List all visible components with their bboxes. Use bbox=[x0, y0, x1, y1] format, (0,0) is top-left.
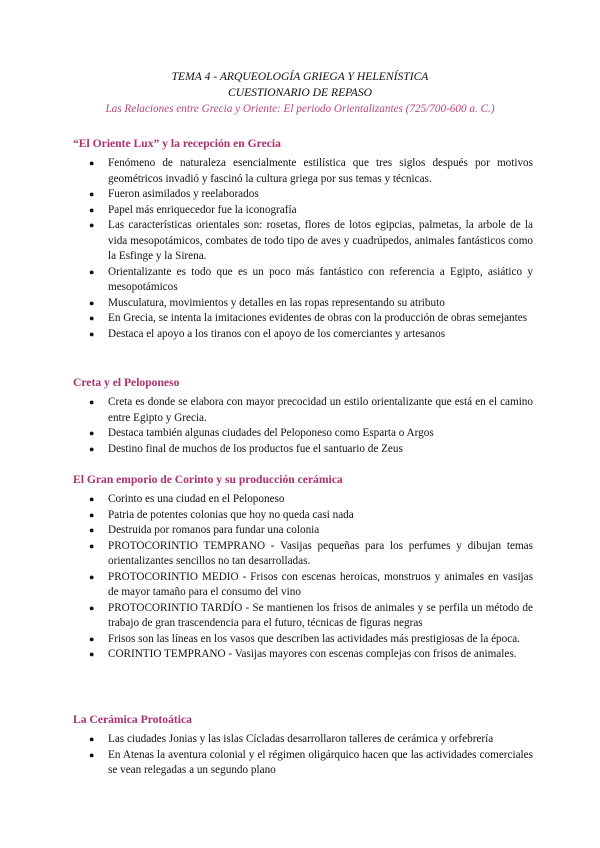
bullet-icon: ● bbox=[89, 297, 95, 308]
bullet-icon: ● bbox=[89, 443, 95, 454]
section-heading: Creta y el Peloponeso bbox=[73, 376, 180, 389]
section-protoatica bbox=[73, 712, 533, 779]
document-subtitle: CUESTIONARIO DE REPASO bbox=[227, 86, 373, 99]
list-item-text: PROTOCORINTIO TEMPRANO - Vasijas pequeñas para los perfumes y dibujan temas orientalizantes sencillos no tan desarrolladas. bbox=[108, 539, 533, 567]
list-item-text: Las características orientales son: rosetas, flores de lotos egipcias, palmetas, la arbole de la vida mesopotámicos, combates de todo tipo de aves y cuadrúpedos, animales fantásticos como la Esfinge y la Sirena. bbox=[108, 219, 533, 262]
document-title: TEMA 4 - ARQUEOLOGÍA GRIEGA Y HELENÍSTICA bbox=[171, 70, 429, 83]
list-item bbox=[73, 203, 533, 219]
list-item bbox=[73, 311, 533, 327]
list-item bbox=[73, 732, 533, 748]
list-item-text: PROTOCORINTIO TARDÍO - Se mantienen los frisos de animales y se perfila un método de trabajo de gran trascendencia para el futuro, técnicas de figuras negras bbox=[108, 601, 533, 629]
bullet-list bbox=[73, 156, 533, 342]
list-item bbox=[73, 523, 533, 539]
list-item bbox=[73, 265, 533, 296]
list-item-text: Frisos son las líneas en los vasos que describen las actividades más prestigiosas de la época. bbox=[108, 632, 520, 645]
list-item bbox=[73, 395, 533, 426]
bullet-list bbox=[73, 732, 533, 779]
list-item bbox=[73, 327, 533, 343]
section-heading: El Gran emporio de Corinto y su producción cerámica bbox=[73, 473, 343, 486]
section-heading: La Cerámica Protoática bbox=[73, 713, 192, 726]
bullet-icon: ● bbox=[89, 571, 95, 582]
bullet-list bbox=[73, 492, 533, 663]
list-item-text: En Grecia, se intenta la imitaciones evidentes de obras con la producción de obras semejantes bbox=[108, 312, 528, 324]
bullet-icon: ● bbox=[89, 633, 95, 644]
list-item bbox=[73, 570, 533, 601]
bullet-icon: ● bbox=[89, 525, 95, 535]
bullet-list bbox=[73, 395, 533, 457]
section-oriente-lux bbox=[73, 136, 533, 342]
list-item bbox=[73, 218, 533, 265]
list-item-text: Destaca el apoyo a los tiranos con el apoyo de los comerciantes y artesanos bbox=[108, 327, 446, 340]
section-corinto bbox=[73, 472, 533, 663]
list-item-text: PROTOCORINTIO MEDIO - Frisos con escenas heroicas, monstruos y animales en vasijas de mayor tamaño para el consumo del vino bbox=[108, 570, 533, 598]
list-item-text: Orientalizante es todo que es un poco más fantástico con referencia a Egipto, asiático y mesopotámicos bbox=[108, 265, 533, 293]
list-item bbox=[73, 156, 533, 187]
bullet-icon: ● bbox=[89, 494, 95, 504]
list-item bbox=[73, 492, 533, 508]
list-item-text: Fenómeno de naturaleza esencialmente estilística que tres siglos después por motivos geométricos invadió y fascinó la cultura griega por sus temas y técnicas. bbox=[108, 157, 533, 185]
list-item-text: Destino final de muchos de los productos fue el santuario de Zeus bbox=[108, 442, 403, 455]
section-heading: “El Oriente Lux” y la recepción en Grecia bbox=[73, 137, 281, 150]
bullet-icon: ● bbox=[89, 734, 95, 744]
bullet-icon: ● bbox=[89, 649, 95, 659]
list-item-text: Patria de potentes colonias que hoy no queda casi nada bbox=[108, 508, 354, 521]
bullet-icon: ● bbox=[89, 328, 95, 339]
bullet-icon: ● bbox=[89, 313, 95, 323]
topic-line: Las Relaciones entre Grecia y Oriente: El periodo Orientalizantes (725/700-600 a. C.) bbox=[105, 103, 495, 115]
list-item-text: En Atenas la aventura colonial y el régimen oligárquico hacen que las actividades comerciales se vean relegadas a un segundo plano bbox=[108, 748, 533, 776]
list-item-text: Creta es donde se elabora con mayor precocidad un estilo orientalizante que está en el camino entre Egipto y Grecia. bbox=[108, 396, 533, 424]
list-item-text: Papel más enriquecedor fue la iconografía bbox=[108, 203, 297, 216]
bullet-icon: ● bbox=[89, 540, 95, 551]
bullet-icon: ● bbox=[89, 220, 95, 230]
bullet-icon: ● bbox=[89, 158, 95, 168]
list-item-text: CORINTIO TEMPRANO - Vasijas mayores con escenas complejas con frisos de animales. bbox=[108, 648, 517, 660]
bullet-icon: ● bbox=[89, 397, 95, 407]
list-item bbox=[73, 426, 533, 442]
list-item-text: Destaca también algunas ciudades del Peloponeso como Esparta o Argos bbox=[108, 427, 434, 439]
list-item-text: Destruida por romanos para fundar una colonia bbox=[108, 524, 320, 536]
bullet-icon: ● bbox=[89, 204, 95, 215]
bullet-icon: ● bbox=[89, 602, 95, 613]
list-item-text: Las ciudades Jonias y las islas Cícladas desarrollaron talleres de cerámica y orfebrería bbox=[108, 733, 494, 745]
list-item-text: Fueron asimilados y reelaborados bbox=[108, 188, 259, 200]
section-creta bbox=[73, 375, 533, 457]
list-item bbox=[73, 748, 533, 779]
list-item bbox=[73, 539, 533, 570]
list-item bbox=[73, 296, 533, 312]
bullet-icon: ● bbox=[89, 509, 95, 520]
bullet-icon: ● bbox=[89, 266, 95, 277]
list-item bbox=[73, 442, 533, 458]
list-item-text: Musculatura, movimientos y detalles en las ropas representando su atributo bbox=[108, 296, 445, 309]
bullet-icon: ● bbox=[89, 749, 95, 760]
list-item bbox=[73, 187, 533, 203]
list-item bbox=[73, 508, 533, 524]
list-item-text: Corinto es una ciudad en el Peloponeso bbox=[108, 493, 285, 505]
list-item bbox=[73, 632, 533, 648]
list-item bbox=[73, 601, 533, 632]
bullet-icon: ● bbox=[89, 428, 95, 438]
bullet-icon: ● bbox=[89, 189, 95, 199]
list-item bbox=[73, 647, 533, 663]
